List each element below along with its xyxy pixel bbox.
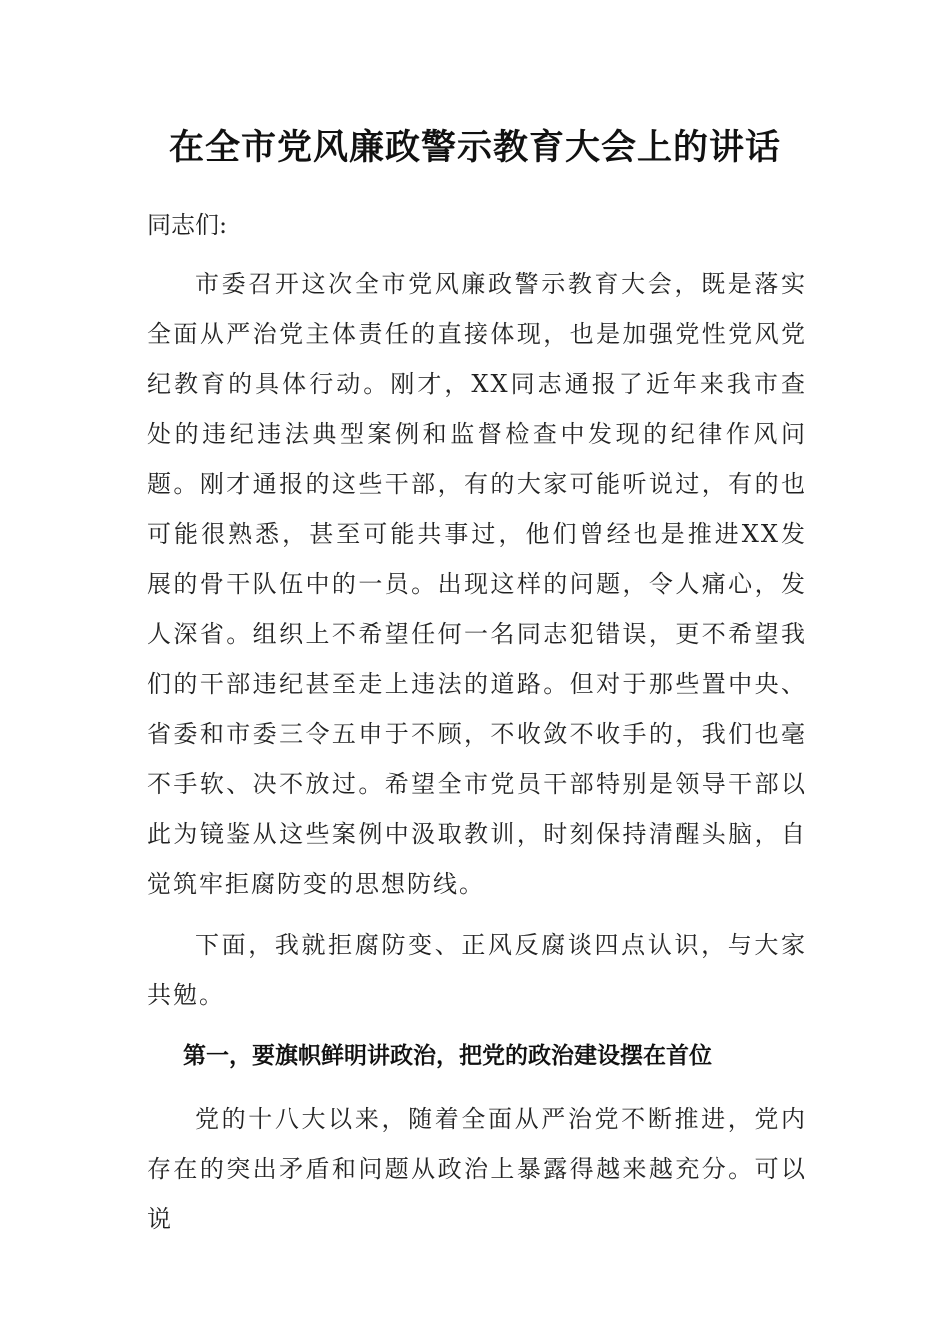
section-heading: 第一，要旗帜鲜明讲政治，把党的政治建设摆在首位 [183, 1043, 712, 1069]
section-paragraph: 党的十八大以来，随着全面从严治党不断推进，党内存在的突出矛盾和问题从政治上暴露得越来越充分。可以说 [147, 1105, 807, 1233]
document-title: 在全市党风廉政警示教育大会上的讲话 [168, 127, 781, 168]
salutation: 同志们: [147, 211, 228, 239]
body-paragraph-2: 下面，我就拒腐防变、正风反腐谈四点认识，与大家共勉。 [147, 931, 807, 1009]
body-paragraph-1: 市委召开这次全市党风廉政警示教育大会，既是落实全面从严治党主体责任的直接体现，也是加强党性党风党纪教育的具体行动。刚才，XX同志通报了近年来我市查处的违纪违法典型案例和监督检查中发现的纪律作风问题。刚才通报的这些干部，有的大家可能听说过，有的也可能很熟悉，甚至可能共事过，他们曾经也是推进XX发展的骨干队伍中的一员。出现这样的问题，令人痛心，发人深省。组织上不希望任何一名同志犯错误，更不希望我们的干部违纪甚至走上违法的道路。但对于那些置中央、省委和市委三令五申于不顾，不收敛不收手的，我们也毫不手软、决不放过。希望全市党员干部特别是领导干部以此为镜鉴从这些案例中汲取教训，时刻保持清醒头脑，自觉筑牢拒腐防变的思想防线。 [147, 270, 807, 898]
